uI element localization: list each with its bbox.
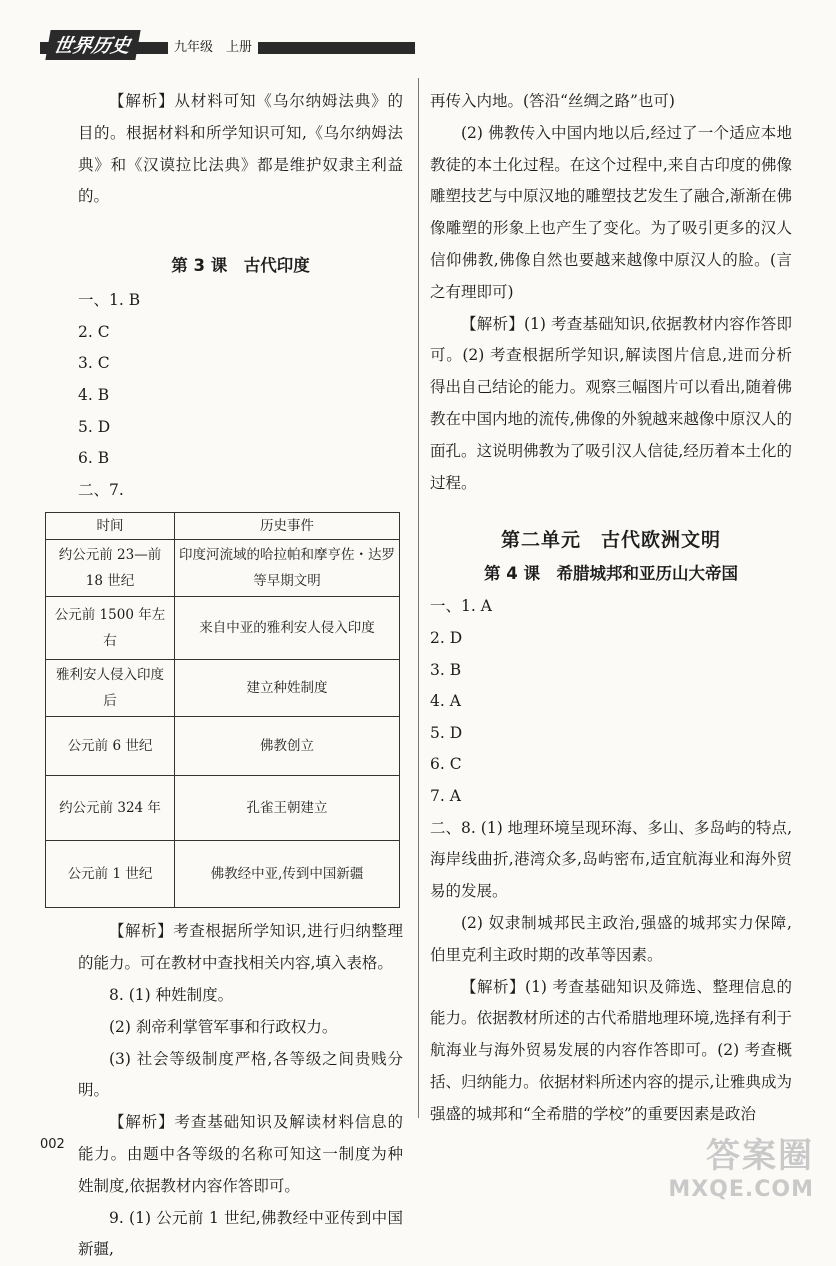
book-title: 世界历史 bbox=[45, 30, 140, 60]
answer-item: 2. D bbox=[430, 628, 463, 647]
left-column bbox=[54, 86, 403, 1266]
analysis-paragraph: 【解析】(1) 考查基础知识及筛选、整理信息的能力。依据教材所述的古代希腊地理环境,选择有利于航海业与海外贸易发展的内容作答即可。(2) 考查概括、归纳能力。依据材料所述内容的提示,让雅典成为强盛的城邦和“全希腊的学校”的重要因素是政治 bbox=[430, 977, 792, 1123]
answer-paragraph: (3) 社会等级制度严格,各等级之间贵贱分明。 bbox=[78, 1049, 403, 1100]
table-cell: 约公元前 324 年 bbox=[46, 776, 175, 841]
answer-paragraph: 8. (1) 种姓制度。 bbox=[109, 985, 234, 1004]
table-cell: 雅利安人侵入印度后 bbox=[46, 660, 175, 717]
watermark bbox=[668, 1128, 814, 1202]
table-header: 历史事件 bbox=[175, 513, 400, 540]
column-divider bbox=[418, 78, 419, 1118]
table-cell: 约公元前 23—前 18 世纪 bbox=[46, 540, 175, 597]
table-header-row bbox=[46, 513, 400, 540]
table-cell: 公元前 6 世纪 bbox=[46, 717, 175, 776]
watermark-line2: MXQE.COM bbox=[668, 1177, 814, 1202]
table-cell: 佛教创立 bbox=[175, 717, 400, 776]
answer-paragraph: (2) 刹帝利掌管军事和行政权力。 bbox=[109, 1017, 338, 1036]
answer-item: 6. C bbox=[430, 755, 462, 774]
watermark-line1: 答案圈 bbox=[706, 1136, 814, 1176]
answer-item: 4. A bbox=[430, 692, 461, 711]
answer-item: 一、1. B bbox=[78, 291, 141, 310]
answer-paragraph: 二、8. (1) 地理环境呈现环海、多山、多岛屿的特点,海岸线曲折,港湾众多,岛屿密布,适宜航海业和海外贸易的发展。 bbox=[430, 818, 792, 901]
lesson-3-title: 第 3 课 古代印度 bbox=[171, 256, 310, 276]
answer-item: 5. D bbox=[78, 417, 111, 436]
table-row bbox=[46, 597, 400, 660]
table-cell: 佛教经中亚,传到中国新疆 bbox=[175, 841, 400, 908]
answer-paragraph: (2) 佛教传入中国内地以后,经过了一个适应本地教徒的本土化过程。在这个过程中,来自古印度的佛像雕塑技艺与中原汉地的雕塑技艺发生了融合,渐渐在佛像雕塑的形象上也产生了变化。为了吸引更多的汉人信仰佛教,佛像自然也要越来越像中原汉人的脸。(言之有理即可) bbox=[430, 123, 792, 301]
answer-paragraph: (2) 奴隶制城邦民主政治,强盛的城邦实力保障,伯里克利主政时期的改革等因素。 bbox=[430, 913, 792, 964]
analysis-paragraph: 【解析】考查根据所学知识,进行归纳整理的能力。可在教材中查找相关内容,填入表格。 bbox=[78, 922, 403, 973]
answer-paragraph: 再传入内地。(答沿“丝绸之路”也可) bbox=[430, 92, 675, 110]
table-cell: 建立种姓制度 bbox=[175, 660, 400, 717]
answer-item: 二、7. bbox=[78, 480, 124, 499]
table-row bbox=[46, 660, 400, 717]
table-cell: 公元前 1500 年左右 bbox=[46, 597, 175, 660]
table-row bbox=[46, 841, 400, 908]
unit-2-title: 第二单元 古代欧洲文明 bbox=[500, 529, 721, 552]
answer-paragraph: 9. (1) 公元前 1 世纪,佛教经中亚传到中国新疆, bbox=[78, 1208, 403, 1259]
right-column bbox=[430, 86, 792, 1130]
intro-analysis: 【解析】从材料可知《乌尔纳姆法典》的目的。根据材料和所学知识可知,《乌尔纳姆法典》和《汉谟拉比法典》都是维护奴隶主利益的。 bbox=[78, 92, 403, 206]
table-cell: 来自中亚的雅利安人侵入印度 bbox=[175, 597, 400, 660]
analysis-paragraph: 【解析】考查基础知识及解读材料信息的能力。由题中各等级的名称可知这一制度为种姓制度,依据教材内容作答即可。 bbox=[78, 1113, 403, 1195]
answer-item: 4. B bbox=[78, 385, 110, 404]
table-header: 时间 bbox=[46, 513, 175, 540]
answer-item: 一、1. A bbox=[430, 597, 492, 616]
answer-item: 3. B bbox=[430, 660, 462, 679]
table-row bbox=[46, 540, 400, 597]
table-cell: 公元前 1 世纪 bbox=[46, 841, 175, 908]
analysis-paragraph: 【解析】(1) 考查基础知识,依据教材内容作答即可。(2) 考查根据所学知识,解读图片信息,进而分析得出自己结论的能力。观察三幅图片可以看出,随着佛教在中国内地的流传,佛像的外貌越来越像中原汉人的面孔。这说明佛教为了吸引汉人信徒,经历着本土化的过程。 bbox=[430, 314, 792, 492]
answer-item: 3. C bbox=[78, 354, 110, 373]
book-subtitle: 九年级 上册 bbox=[168, 36, 258, 55]
lesson-4-title: 第 4 课 希腊城邦和亚历山大帝国 bbox=[484, 564, 738, 584]
table-cell: 印度河流域的哈拉帕和摩亨佐・达罗等早期文明 bbox=[175, 540, 400, 597]
answer-item: 6. B bbox=[78, 449, 110, 468]
table-row bbox=[46, 717, 400, 776]
page-number: 002 bbox=[40, 1137, 65, 1152]
answer-item: 5. D bbox=[430, 723, 463, 742]
answer-item: 7. A bbox=[430, 786, 461, 805]
table-cell: 孔雀王朝建立 bbox=[175, 776, 400, 841]
history-table bbox=[45, 512, 400, 908]
page-header bbox=[40, 30, 420, 56]
answer-item: 2. C bbox=[78, 322, 110, 341]
table-row bbox=[46, 776, 400, 841]
